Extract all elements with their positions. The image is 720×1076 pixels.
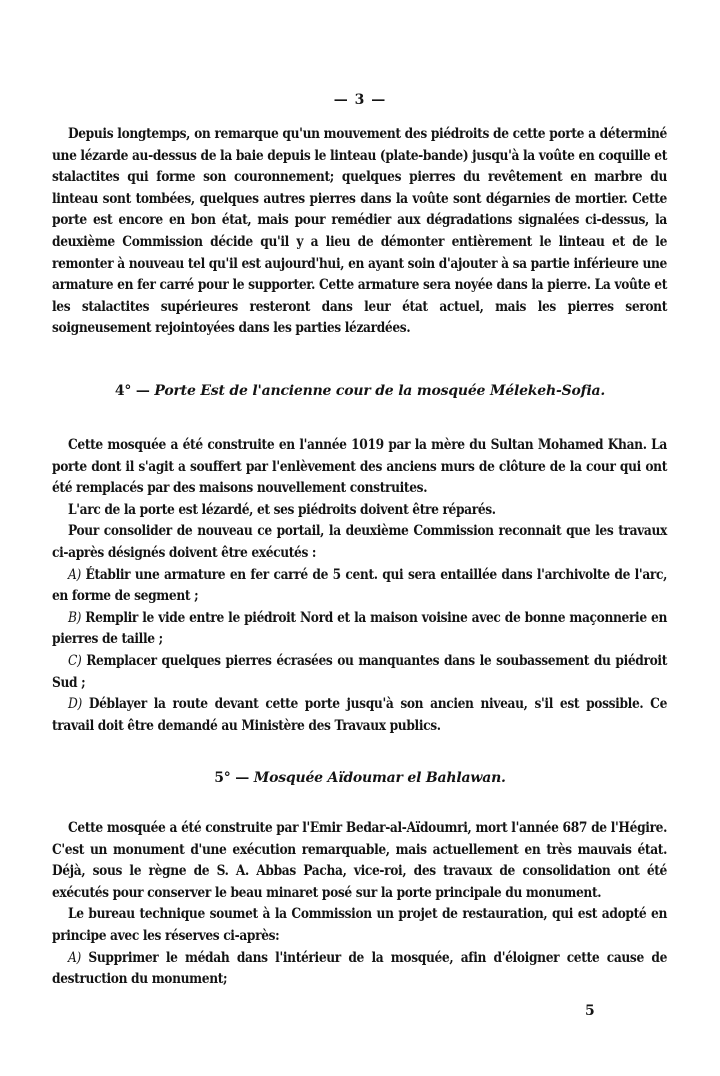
- section-5-body: [52, 818, 667, 991]
- item-text: Supprimer le médah dans l'intérieur de la mosquée, afin d'éloigner cette cause de destruction du monument;: [52, 949, 668, 988]
- section-title: Porte Est de l'ancienne cour de la mosquée Mélekeh-Sofia.: [154, 383, 606, 399]
- list-item: [52, 694, 667, 737]
- section-4-body: [52, 435, 667, 737]
- item-letter: C): [68, 652, 82, 669]
- list-item: [52, 948, 667, 991]
- list-item: [52, 651, 667, 694]
- paragraph: Depuis longtemps, on remarque qu'un mouvement des piédroits de cette porte a déterminé une lézarde au-dessus de la baie depuis le linteau (plate-bande) jusqu'à la voûte en coquille et stalactites qui forme son couronnement; quelques pierres du revêtement en marbre du linteau sont tombées, quelques autres pierres dans la voûte sont dégarnies de mortier. Cette porte est encore en bon état, mais pour remédier aux dégradations signalées ci-dessus, la deuxième Commission décide qu'il y a lieu de démonter entièrement le linteau et de le remonter à nouveau tel qu'il est aujourd'hui, en ayant soin d'ajouter à sa partie inférieure une armature en fer carré pour le supporter. Cette armature sera noyée dans la pierre. La voûte et les stalactites supérieures resteront dans leur état actuel, mais les pierres seront soigneusement rejointoyées dans les parties lézardées.: [52, 126, 667, 337]
- section-3-continuation: [52, 124, 667, 340]
- item-text: Remplir le vide entre le piédroit Nord et la maison voisine avec de bonne maçonnerie en pierres de taille ;: [52, 609, 667, 648]
- page-number: — 3 —: [333, 92, 387, 108]
- paragraph: Le bureau technique soumet à la Commission un projet de restauration, qui est adopté en principe avec les réserves ci-après:: [52, 906, 667, 944]
- item-letter: B): [68, 609, 82, 626]
- signature-mark: 5: [585, 1003, 595, 1019]
- item-letter: D): [68, 696, 82, 713]
- paragraph: Cette mosquée a été construite par l'Emir Bedar-al-Aïdoumri, mort l'année 687 de l'Hégire. C'est un monument d'une exécution remarquable, mais actuellement en très mauvais état. Déjà, sous le règne de S. A. Abbas Pacha, vice-roi, des travaux de consolidation ont été exécutés pour conserver le beau minaret posé sur la porte principale du monument.: [52, 820, 667, 901]
- section-number: 4° —: [114, 383, 150, 399]
- section-5-heading: [0, 770, 720, 786]
- section-title: Mosquée Aïdoumar el Bahlawan.: [253, 770, 506, 786]
- item-text: Déblayer la route devant cette porte jusqu'à son ancien niveau, s'il est possible. Ce travail doit être demandé au Ministère des Travaux publics.: [52, 696, 668, 734]
- list-item: [52, 565, 667, 608]
- section-4-heading: [0, 383, 720, 399]
- item-text: Établir une armature en fer carré de 5 cent. qui sera entaillée dans l'archivolte de l'arc, en forme de segment ;: [52, 566, 667, 605]
- paragraph: L'arc de la porte est lézardé, et ses piédroits doivent être réparés.: [68, 501, 496, 518]
- item-text: Remplacer quelques pierres écrasées ou manquantes dans le soubassement du piédroit Sud ;: [52, 652, 667, 691]
- item-letter: A): [68, 566, 81, 583]
- item-letter: A): [68, 949, 81, 966]
- section-number: 5° —: [214, 770, 250, 786]
- list-item: [52, 608, 667, 651]
- paragraph: Cette mosquée a été construite en l'année 1019 par la mère du Sultan Mohamed Khan. La porte dont il s'agit a souffert par l'enlèvement des anciens murs de clôture de la cour qui ont été remplacés par des maisons nouvellement construites.: [52, 437, 667, 497]
- paragraph: Pour consolider de nouveau ce portail, la deuxième Commission reconnait que les travaux ci-après désignés doivent être exécutés :: [52, 523, 667, 561]
